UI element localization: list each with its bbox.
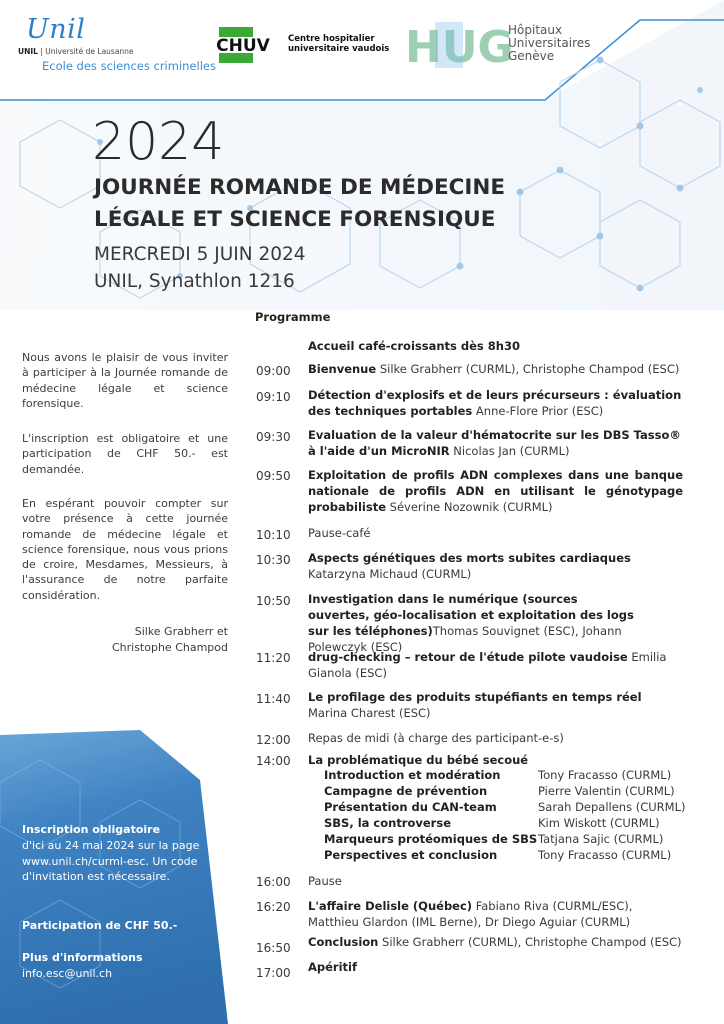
event-year: 2024 (92, 112, 225, 172)
subtalk-title: Campagne de prévention (324, 784, 488, 798)
program-item: Exploitation de profils ADN complexes dans une banque nationale de profils ADN en utilisant le génotypage probabiliste Séverine Nozownik (CURML) (308, 468, 683, 514)
program-time: 10:10 (256, 528, 291, 542)
event-date: MERCREDI 5 JUIN 2024 (94, 244, 306, 265)
hug-name: Hôpitaux Universitaires Genève (508, 23, 591, 63)
program-item: Investigation dans le numérique (sources ouvertes, géo-localisation et exploitation des logs sur les téléphones)Thomas Souvignet (ESC), Johann Polewczyk (ESC) (308, 592, 634, 654)
program-time: 09:30 (256, 430, 291, 444)
program-item: drug-checking – retour de l'étude pilote vaudoise Emilia Gianola (ESC) (308, 650, 667, 680)
intro-paragraph-2: L'inscription est obligatoire et une participation de CHF 50.- est demandée. (22, 432, 228, 476)
unil-school: Ecole des sciences criminelles (42, 59, 216, 73)
intro-paragraph-3: En espérant pouvoir compter sur votre présence à cette journée romande de médecine légale et science forensique, nous vous prions de croire, Mesdames, Messieurs, à l'assurance de notre parfaite considération. (22, 497, 228, 602)
subtalk-speaker: Sarah Depallens (CURML) (538, 800, 686, 814)
program-heading: Programme (255, 310, 331, 324)
hug-logo-text: HUG (405, 22, 514, 73)
subtalk-title: Marqueurs protéomiques de SBS (324, 832, 538, 846)
subtalk-title: Introduction et modération (324, 768, 501, 782)
program-time: 09:00 (256, 364, 291, 378)
chuv-logo (205, 27, 281, 63)
unil-sub-bold: UNIL (18, 47, 38, 56)
participation-fee: Participation de CHF 50.- (22, 919, 178, 932)
program-time: 09:50 (256, 469, 291, 483)
registration-text: d'ici au 24 mai 2024 sur la page www.unil.ch/curml-esc. Un code d'invitation est nécessaire. (22, 839, 200, 883)
unil-sub-text: | Université de Lausanne (37, 47, 134, 56)
program-item: Apéritif (308, 960, 357, 974)
program-time: 11:20 (256, 651, 291, 665)
event-title: JOURNÉE ROMANDE DE MÉDECINE LÉGALE ET SCIENCE FORENSIQUE (94, 175, 506, 232)
hug-logo (405, 22, 514, 73)
program-item: Evaluation de la valeur d'hématocrite sur les DBS Tasso® à l'aide d'un MicroNIR Nicolas Jan (CURML) (308, 428, 681, 458)
more-info-title: Plus d'informations (22, 951, 143, 964)
contact-email[interactable]: info.esc@unil.ch (22, 967, 113, 980)
program-item: L'affaire Delisle (Québec) Fabiano Riva (CURML/ESC), Matthieu Glardon (IML Berne), Dr Diego Aguiar (CURML) (308, 899, 633, 929)
program-item: Le profilage des produits stupéfiants en temps réel Marina Charest (ESC) (308, 690, 642, 720)
subtalk-speaker: Pierre Valentin (CURML) (538, 784, 675, 798)
program-time: 16:20 (256, 900, 291, 914)
program-time: 11:40 (256, 692, 291, 706)
subtalk-speaker: Kim Wiskott (CURML) (538, 816, 660, 830)
program-item: Pause (308, 874, 342, 888)
program-item: Repas de midi (à charge des participant-e-s) (308, 731, 564, 745)
program-item: Bienvenue Silke Grabherr (CURML), Christophe Champod (ESC) (308, 362, 680, 376)
program-time: 09:10 (256, 390, 291, 404)
program-time: 14:00 (256, 754, 291, 768)
unil-subtitle (18, 47, 134, 56)
subtalk-speaker: Tony Fracasso (CURML) (538, 768, 672, 782)
chuv-name: Centre hospitalier universitaire vaudois (288, 34, 390, 54)
event-venue: UNIL, Synathlon 1216 (94, 271, 295, 292)
intro-paragraph-1: Nous avons le plaisir de vous inviter à participer à la Journée romande de médecine légale et science forensique. (22, 351, 228, 410)
program-time: 16:00 (256, 875, 291, 889)
program-time: 16:50 (256, 941, 291, 955)
program-time: 17:00 (256, 966, 291, 980)
subtalk-speaker: Tony Fracasso (CURML) (538, 848, 672, 862)
subtalk-title: Présentation du CAN-team (324, 800, 497, 814)
subtalk-title: SBS, la controverse (324, 816, 451, 830)
program-item: Pause-café (308, 526, 371, 540)
program-item: Conclusion Silke Grabherr (CURML), Christophe Champod (ESC) (308, 935, 682, 949)
program-item: Aspects génétiques des morts subites cardiaques Katarzyna Michaud (CURML) (308, 551, 631, 581)
unil-logo: Unil (26, 14, 86, 45)
program-time: 10:30 (256, 553, 291, 567)
program-item: Détection d'explosifs et de leurs précurseurs : évaluation des techniques portables Anne-Flore Prior (ESC) (308, 388, 682, 418)
registration-title: Inscription obligatoire (22, 823, 161, 836)
subtalk-title: Perspectives et conclusion (324, 848, 498, 862)
chuv-logo-text: CHUV (216, 36, 270, 56)
program-time: 10:50 (256, 594, 291, 608)
subtalk-speaker: Tatjana Sajic (CURML) (538, 832, 664, 846)
program-time: 12:00 (256, 733, 291, 747)
program-welcome: Accueil café-croissants dès 8h30 (308, 339, 520, 353)
program-item: La problématique du bébé secoué (308, 753, 529, 767)
intro-signature: Silke Grabherr et Christophe Champod (111, 625, 228, 654)
